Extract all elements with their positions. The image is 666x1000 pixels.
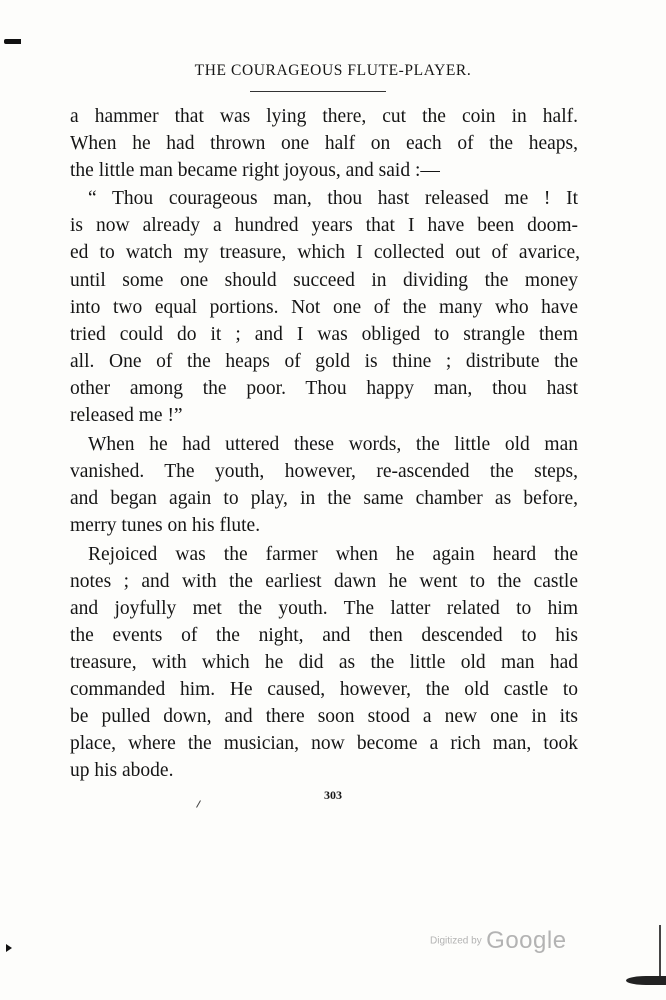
- text-line: “ Thou courageous man, thou hast released me ! It: [88, 188, 578, 209]
- text-line: When he had uttered these words, the little old man: [88, 434, 578, 455]
- text-line: up his abode.: [70, 760, 174, 781]
- digitized-watermark: [430, 927, 567, 955]
- text-line: treasure, with which he did as the little old man had: [70, 652, 578, 673]
- text-line: the little man became right joyous, and said :—: [70, 160, 440, 181]
- text-line: be pulled down, and there soon stood a new one in its: [70, 706, 578, 727]
- text-line: other among the poor. Thou happy man, thou hast: [70, 378, 578, 399]
- text-line: vanished. The youth, however, re-ascended the steps,: [70, 461, 578, 482]
- text-line: is now already a hundred years that I have been doom-: [70, 215, 578, 236]
- text-line: into two equal portions. Not one of the many who have: [70, 297, 578, 318]
- text-line: until some one should succeed in dividing the money: [70, 270, 578, 291]
- text-line: ed to watch my treasure, which I collected out of avarice,: [70, 242, 580, 263]
- text-line: When he had thrown one half on each of the heaps,: [70, 133, 578, 154]
- text-line: the events of the night, and then descended to his: [70, 625, 578, 646]
- header-rule: [250, 91, 386, 92]
- margin-mark: [4, 39, 21, 44]
- text-line: Rejoiced was the farmer when he again heard the: [88, 544, 578, 565]
- text-line: commanded him. He caused, however, the old castle to: [70, 679, 578, 700]
- page-number: 303: [324, 788, 342, 802]
- text-line: and began again to play, in the same chamber as before,: [70, 488, 578, 509]
- google-logo: Google: [486, 927, 567, 954]
- text-line: notes ; and with the earliest dawn he went to the castle: [70, 571, 578, 592]
- text-line: place, where the musician, now become a rich man, took: [70, 733, 578, 754]
- running-header: THE COURAGEOUS FLUTE-PLAYER.: [194, 62, 472, 79]
- text-line: merry tunes on his flute.: [70, 515, 261, 536]
- text-line: tried could do it ; and I was obliged to strangle them: [70, 324, 578, 345]
- text-line: a hammer that was lying there, cut the coin in half.: [70, 106, 578, 127]
- text-line: released me !”: [70, 405, 183, 426]
- watermark-prefix: Digitized by: [430, 935, 482, 947]
- scan-edge-blob: [626, 976, 666, 985]
- text-line: all. One of the heaps of gold is thine ; distribute the: [70, 351, 578, 372]
- triangle-mark: [6, 944, 12, 952]
- text-line: and joyfully met the youth. The latter related to him: [70, 598, 578, 619]
